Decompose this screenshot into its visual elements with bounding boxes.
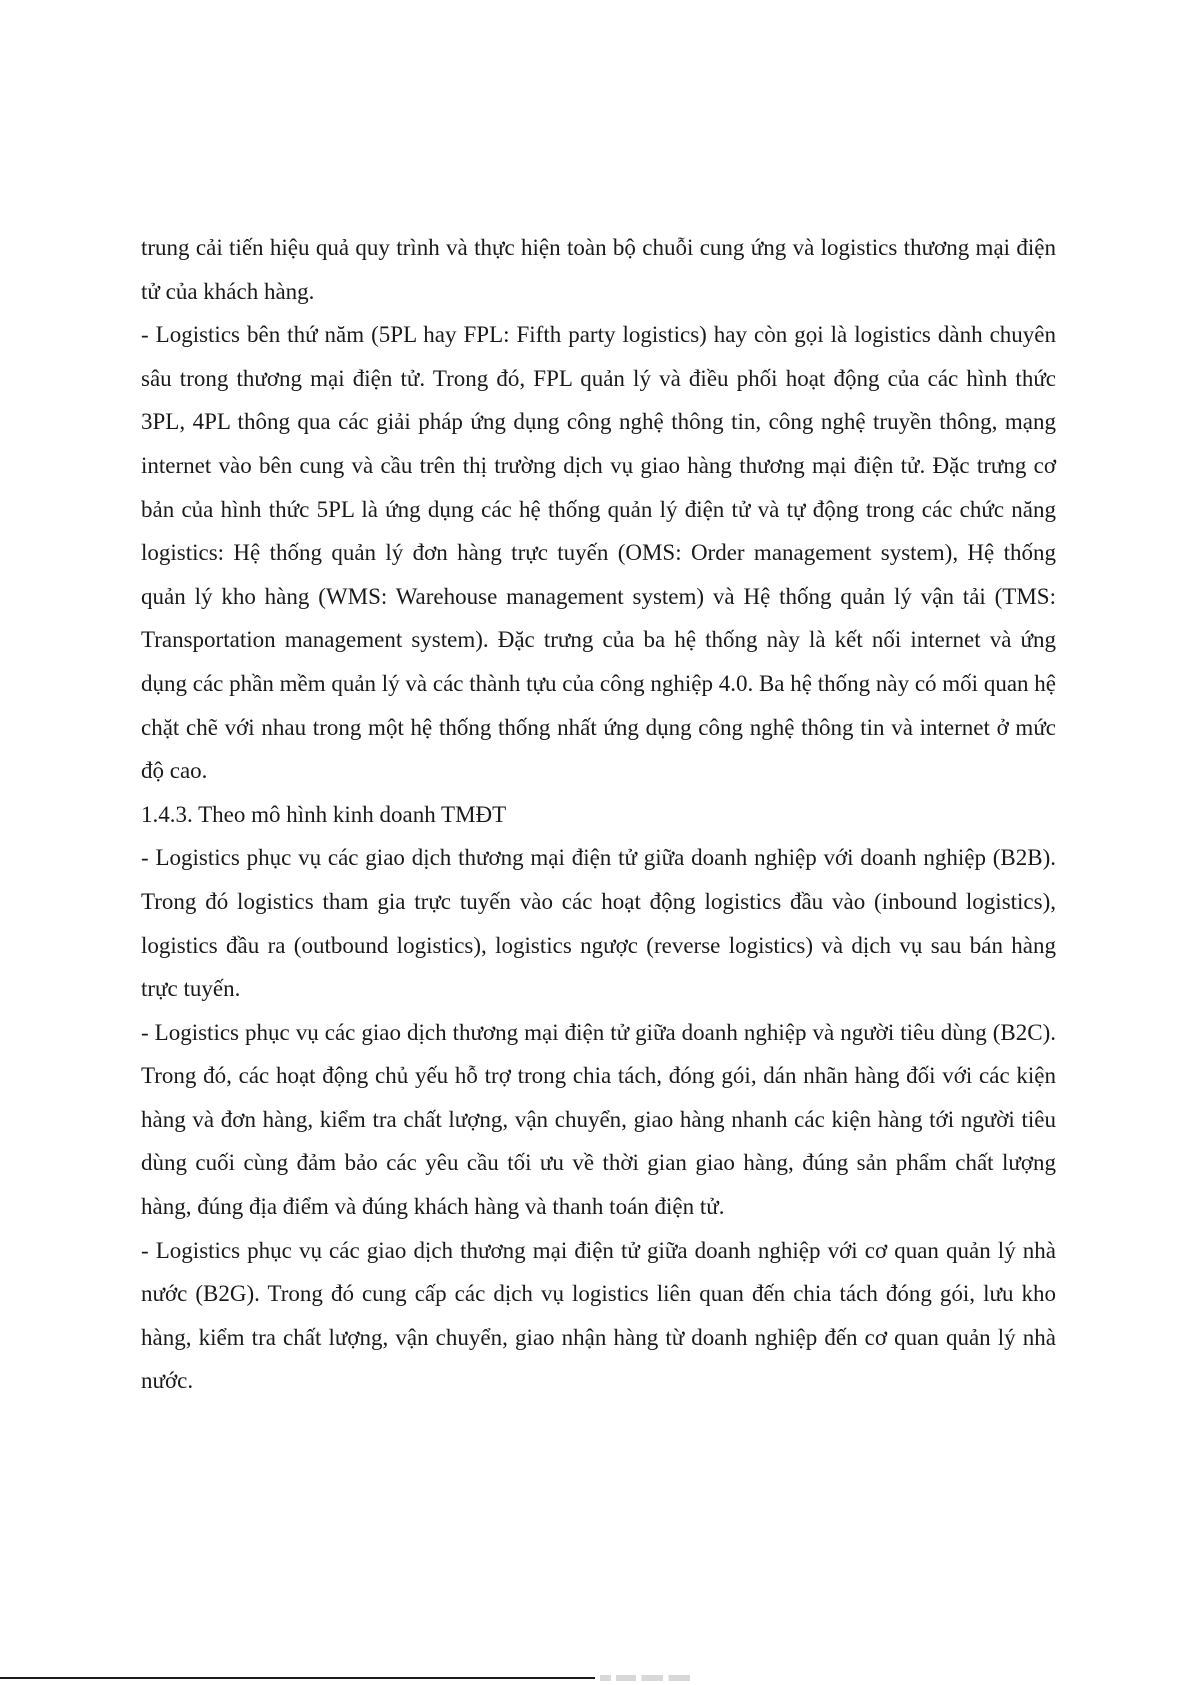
paragraph-5pl: - Logistics bên thứ năm (5PL hay FPL: Fifth party logistics) hay còn gọi là logistics dành chuyên sâu trong thương mại điện tử. Trong đó, FPL quản lý và điều phối hoạt động của các hình thức 3PL, 4PL thông qua các giải pháp ứng dụng công nghệ thông tin, công nghệ truyền thông, mạng internet vào bên cung và cầu trên thị trường dịch vụ giao hàng thương mại điện tử. Đặc trưng cơ bản của hình thức 5PL là ứng dụng các hệ thống quản lý điện tử và tự động trong các chức năng logistics: Hệ thống quản lý đơn hàng trực tuyến (OMS: Order management system), Hệ thống quản lý kho hàng (WMS: Warehouse management system) và Hệ thống quản lý vận tải (TMS: Transportation management system). Đặc trưng của ba hệ thống này là kết nối internet và ứng dụng các phần mềm quản lý và các thành tựu của công nghiệp 4.0. Ba hệ thống này có mối quan hệ chặt chẽ với nhau trong một hệ thống thống nhất ứng dụng công nghệ thông tin và internet ở mức độ cao. <box>141 322 1056 784</box>
paragraph-b2g: - Logistics phục vụ các giao dịch thương mại điện tử giữa doanh nghiệp với cơ quan quản lý nhà nước (B2G). Trong đó cung cấp các dịch vụ logistics liên quan đến chia tách đóng gói, lưu kho hàng, kiểm tra chất lượng, vận chuyển, giao nhận hàng từ doanh nghiệp đến cơ quan quản lý nhà nước. <box>141 1237 1056 1394</box>
footer-rule <box>0 1677 595 1679</box>
paragraph-continuation: trung cải tiến hiệu quả quy trình và thực hiện toàn bộ chuỗi cung ứng và logistics thương mại điện tử của khách hàng. <box>141 235 1056 304</box>
document-body <box>141 226 1056 1403</box>
paragraph-b2c: - Logistics phục vụ các giao dịch thương mại điện tử giữa doanh nghiệp và người tiêu dùng (B2C). Trong đó, các hoạt động chủ yếu hỗ trợ trong chia tách, đóng gói, dán nhãn hàng đối với các kiện hàng và đơn hàng, kiểm tra chất lượng, vận chuyển, giao hàng nhanh các kiện hàng tới người tiêu dùng cuối cùng đảm bảo các yêu cầu tối ưu về thời gian giao hàng, đúng sản phẩm chất lượng hàng, đúng địa điểm và đúng khách hàng và thanh toán điện tử. <box>141 1019 1056 1220</box>
footer-ghost-mark <box>600 1675 690 1681</box>
section-heading-1-4-3: 1.4.3. Theo mô hình kinh doanh TMĐT <box>141 801 507 827</box>
paragraph-b2b: - Logistics phục vụ các giao dịch thương mại điện tử giữa doanh nghiệp với doanh nghiệp (B2B). Trong đó logistics tham gia trực tuyến vào các hoạt động logistics đầu vào (inbound logistics), logistics đầu ra (outbound logistics), logistics ngược (reverse logistics) và dịch vụ sau bán hàng trực tuyến. <box>141 845 1056 1002</box>
